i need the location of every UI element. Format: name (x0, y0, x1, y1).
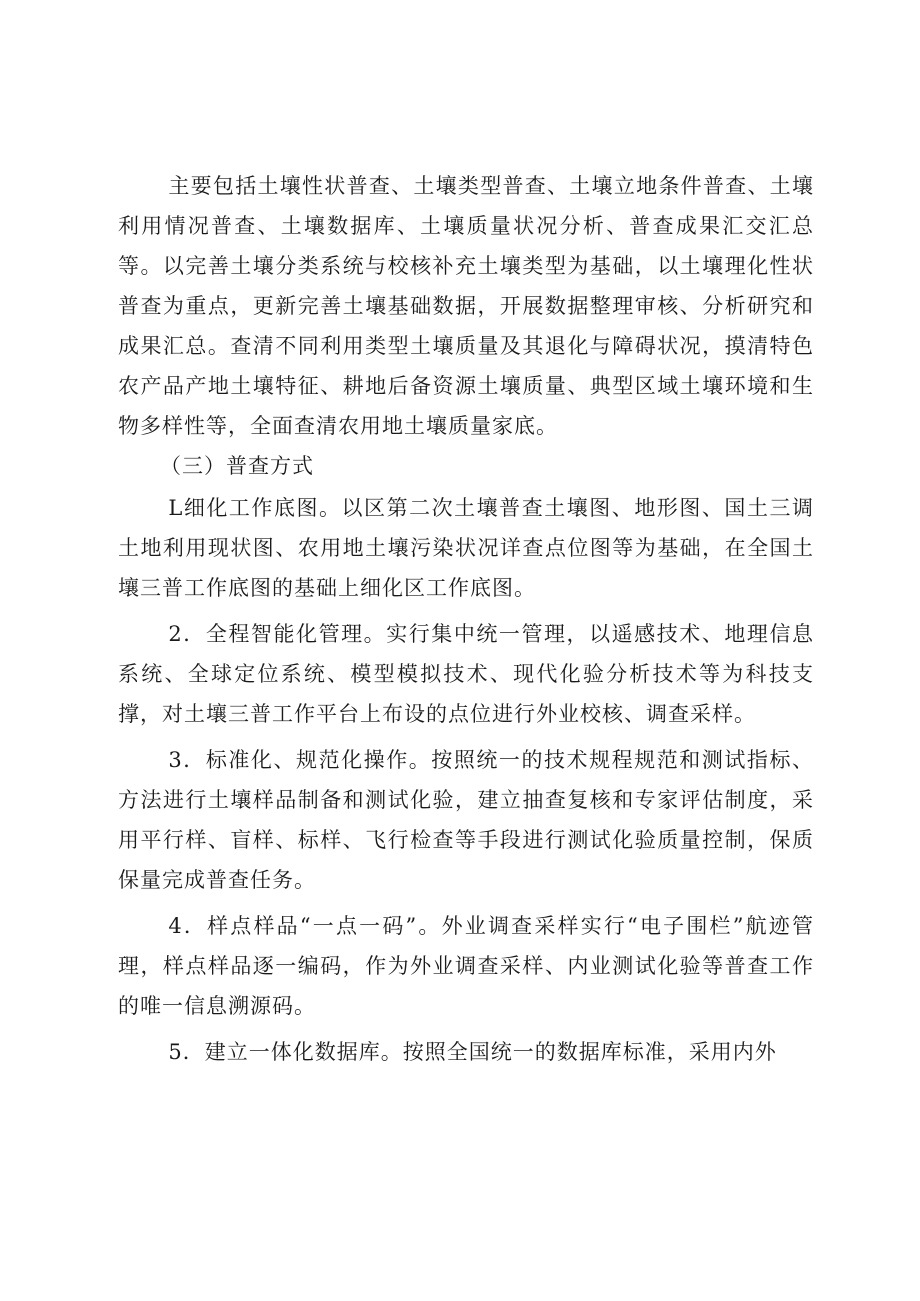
list-item-integrated-database: 5．建立一体化数据库。按照全国统一的数据库标准，采用内外 (168, 1040, 777, 1064)
list-item-base-map: L细化工作底图。以区第二次土壤普查土壤图、地形图、国土三调土地利用现状图、农用地土壤污染状况详查点位图等为基础，在全国土壤三普工作底图的基础上细化区工作底图。 (118, 496, 814, 600)
list-item-sample-coding: 4．样点样品“一点一码”。外业调查采样实行“电子围栏”航迹管理，样点样品逐一编码，作为外业调查采样、内业测试化验等普查工作的唯一信息溯源码。 (118, 914, 814, 1018)
list-item-standardized-operation: 3．标准化、规范化操作。按照统一的技术规程规范和测试指标、方法进行土壤样品制备和测试化验，建立抽查复核和专家评估制度，采用平行样、盲样、标样、飞行检查等手段进行测试化验质量控制，保质保量完成普查任务。 (118, 748, 814, 892)
document-body (118, 166, 814, 1072)
section-heading-survey-method: （三）普查方式 (160, 454, 314, 478)
paragraph-survey-scope: 主要包括土壤性状普查、土壤类型普查、土壤立地条件普查、土壤利用情况普查、土壤数据库、土壤质量状况分析、普查成果汇交汇总等。以完善土壤分类系统与校核补充土壤类型为基础，以土壤理化性状普查为重点，更新完善土壤基础数据，开展数据整理审核、分析研究和成果汇总。查清不同利用类型土壤质量及其退化与障碍状况，摸清特色农产品产地土壤特征、耕地后备资源土壤质量、典型区域土壤环境和生物多样性等，全面查清农用地土壤质量家底。 (118, 174, 814, 438)
list-item-intelligent-management: 2．全程智能化管理。实行集中统一管理，以遥感技术、地理信息系统、全球定位系统、模型模拟技术、现代化验分析技术等为科技支撑，对土壤三普工作平台上布设的点位进行外业校核、调查采样。 (118, 622, 814, 726)
